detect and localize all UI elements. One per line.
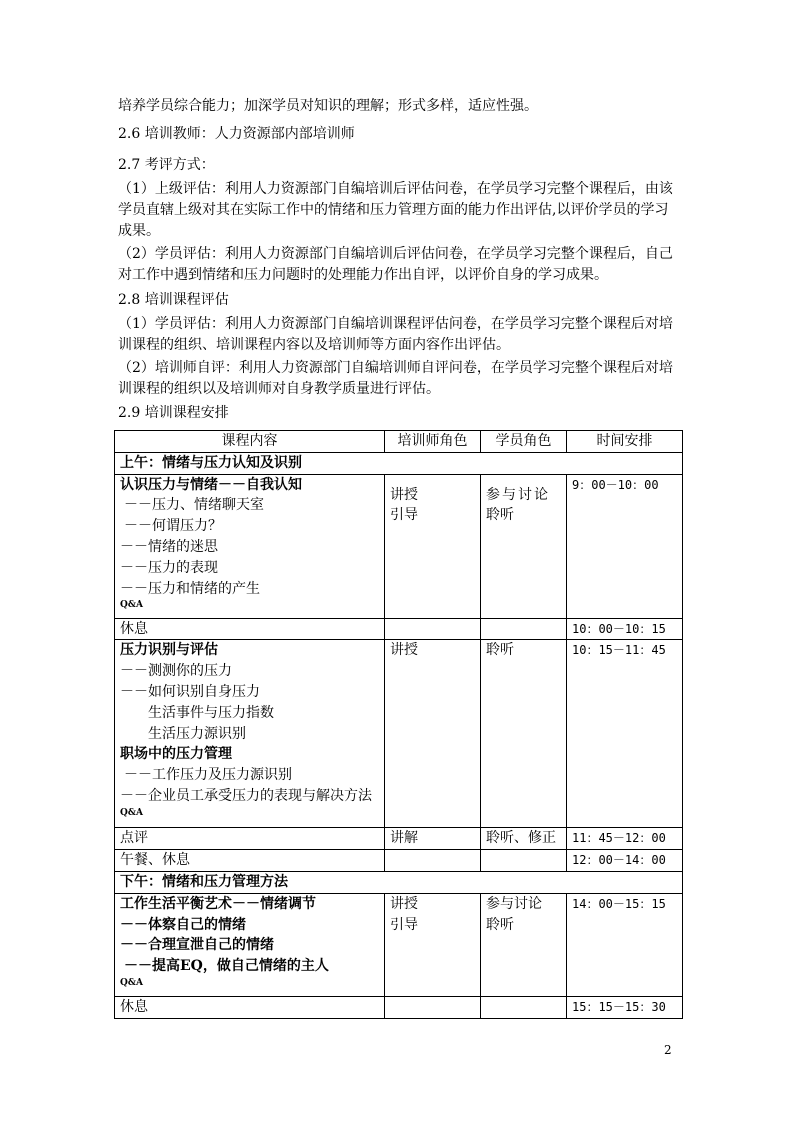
student-role-item: 参与讨论	[486, 895, 542, 912]
block3-content	[115, 893, 385, 996]
heading-2-8-course-evaluation: 2.8 培训课程评估	[118, 292, 229, 308]
lunch-content: 午餐、休息	[115, 850, 385, 872]
paragraph-student-evaluation: （2）学员评估：利用人力资源部门自编培训后评估问卷，在学员学习完整个课程后，自己对工作中遇到情绪和压力问题时的处理能力作出自评，以评价自身的学习成果。	[118, 246, 673, 283]
header-student-role: 学员角色	[481, 431, 567, 453]
break1-content: 休息	[115, 618, 385, 640]
block2-item: －－测测你的压力	[120, 663, 232, 680]
course-schedule-table	[114, 430, 683, 1019]
block2-student-role: 聆听	[481, 640, 567, 828]
afternoon-section-heading: 下午：情绪和压力管理方法	[115, 871, 683, 893]
morning-section-heading: 上午：情绪与压力认知及识别	[115, 452, 683, 474]
heading-2-7-evaluation: 2.7 考评方式：	[118, 157, 215, 173]
break2-time: 15：15－15：30	[567, 996, 683, 1018]
block1-student-role	[481, 474, 567, 618]
trainer-role-item: 讲授	[390, 486, 418, 503]
block2-content	[115, 640, 385, 828]
block2-trainer-role: 讲授	[385, 640, 481, 828]
review-trainer-role: 讲解	[385, 828, 481, 850]
table-header-row	[115, 431, 683, 453]
block1-time: 9：00－10：00	[567, 474, 683, 618]
break1-time: 10：00－10：15	[567, 618, 683, 640]
page-number: 2	[664, 1043, 672, 1057]
student-role-item: 参与讨论	[486, 486, 550, 503]
afternoon-section-row	[115, 871, 683, 893]
block1-item: －－压力的表现	[120, 559, 218, 576]
block3-student-role	[481, 893, 567, 996]
block1-item: －－压力和情绪的产生	[120, 580, 260, 597]
block3-item: －－体察自己的情绪	[120, 916, 246, 933]
block3-item: －－提高EQ，做自己情绪的主人	[124, 958, 329, 975]
heading-2-9-course-schedule: 2.9 培训课程安排	[118, 405, 229, 421]
table-row	[115, 618, 683, 640]
block2-qa: Q&A	[120, 807, 143, 818]
header-trainer-role: 培训师角色	[385, 431, 481, 453]
header-course-content: 课程内容	[115, 431, 385, 453]
table-row	[115, 828, 683, 850]
lunch-time: 12：00－14：00	[567, 850, 683, 872]
block1-title: 认识压力与情绪－－自我认知	[120, 476, 302, 493]
block3-title: 工作生活平衡艺术－－情绪调节	[120, 895, 316, 912]
table-row	[115, 850, 683, 872]
block1-item: －－压力、情绪聊天室	[124, 497, 264, 514]
table-row	[115, 996, 683, 1018]
block2-subitem: 生活事件与压力指数	[148, 704, 274, 721]
trainer-role-item: 引导	[390, 507, 418, 524]
block2-title: 压力识别与评估	[120, 642, 218, 659]
trainer-role-item: 引导	[390, 916, 418, 933]
paragraph-trainer-self-evaluation: （2）培训师自评：利用人力资源部门自编培训师自评问卷，在学员学习完整个课程后对培训课程的组织以及培训师对自身教学质量进行评估。	[118, 360, 673, 397]
paragraph-supervisor-evaluation: （1）上级评估：利用人力资源部门自编培训后评估问卷，在学员学习完整个课程后，由该学员直辖上级对其在实际工作中的情绪和压力管理方面的能力作出评估,以评价学员的学习成果。	[118, 181, 673, 239]
paragraph-course-method: 培养学员综合能力；加深学员对知识的理解；形式多样，适应性强。	[118, 98, 538, 114]
block3-qa: Q&A	[120, 977, 143, 988]
table-row	[115, 893, 683, 996]
review-content: 点评	[115, 828, 385, 850]
block3-item: －－合理宣泄自己的情绪	[120, 937, 274, 954]
block2-item: －－如何识别自身压力	[120, 683, 260, 700]
review-student-role: 聆听、修正	[481, 828, 567, 850]
student-role-item: 聆听	[486, 507, 514, 524]
paragraph-course-student-evaluation: （1）学员评估：利用人力资源部门自编培训课程评估问卷，在学员学习完整个课程后对培训课程的组织、培训课程内容以及培训师等方面内容作出评估。	[118, 316, 673, 353]
block2-time: 10：15－11：45	[567, 640, 683, 828]
table-row	[115, 640, 683, 828]
block2-subtitle: 职场中的压力管理	[120, 746, 232, 763]
table-row	[115, 474, 683, 618]
block3-time: 14：00－15：15	[567, 893, 683, 996]
break2-content: 休息	[115, 996, 385, 1018]
block1-item: －－何谓压力？	[124, 518, 222, 535]
heading-2-6-trainer: 2.6 培训教师：人力资源部内部培训师	[118, 126, 355, 142]
trainer-role-item: 讲授	[390, 895, 418, 912]
block2-item: －－工作压力及压力源识别	[124, 767, 292, 784]
block1-item: －－情绪的迷思	[120, 538, 218, 555]
morning-section-row	[115, 452, 683, 474]
header-time: 时间安排	[567, 431, 683, 453]
review-time: 11：45－12：00	[567, 828, 683, 850]
block2-item: －－企业员工承受压力的表现与解决方法	[120, 787, 372, 804]
block2-subitem: 生活压力源识别	[148, 725, 246, 742]
block1-content	[115, 474, 385, 618]
block3-trainer-role	[385, 893, 481, 996]
block1-qa: Q&A	[120, 600, 143, 611]
block1-trainer-role	[385, 474, 481, 618]
student-role-item: 聆听	[486, 916, 514, 933]
